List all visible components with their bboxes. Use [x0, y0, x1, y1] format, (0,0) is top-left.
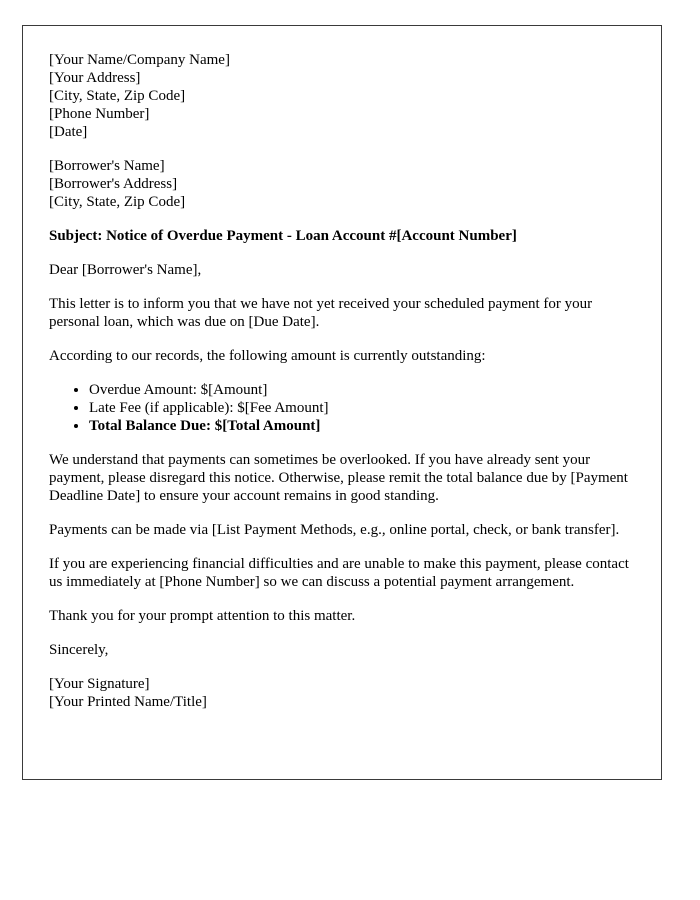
recipient-line-city-state-zip: [City, State, Zip Code]: [49, 194, 186, 210]
amounts-list: [49, 381, 641, 435]
amount-item-late-fee: • Late Fee (if applicable): $[Fee Amount]: [89, 399, 641, 417]
amount-item-overdue: • Overdue Amount: $[Amount]: [89, 381, 641, 399]
paragraph-records: According to our records, the following amount is currently outstanding:: [49, 348, 486, 364]
closing: Sincerely,: [49, 642, 109, 658]
paragraph-overlooked: We understand that payments can sometimes be overlooked. If you have already sent your payment, please disregard this notice. Otherwise, please remit the total balance due by [Payment Deadline Date] to ensure your account remains in good standing.: [49, 452, 628, 504]
paragraph-payment-methods: Payments can be made via [List Payment Methods, e.g., online portal, check, or bank transfer].: [49, 522, 620, 538]
sender-address-block: [49, 51, 641, 141]
sender-line-phone: [Phone Number]: [49, 106, 150, 122]
sender-line-date: [Date]: [49, 124, 88, 140]
printed-name-line: [Your Printed Name/Title]: [49, 694, 207, 710]
sender-line-name: [Your Name/Company Name]: [49, 52, 230, 68]
salutation: Dear [Borrower's Name],: [49, 262, 202, 278]
paragraph-thanks: Thank you for your prompt attention to this matter.: [49, 608, 356, 624]
subject-line: Subject: Notice of Overdue Payment - Loan Account #[Account Number]: [49, 228, 517, 244]
recipient-line-address: [Borrower's Address]: [49, 176, 178, 192]
signature-block: [49, 675, 641, 711]
amount-item-total-balance: • Total Balance Due: $[Total Amount]: [89, 417, 641, 435]
paragraph-financial-difficulties: If you are experiencing financial difficulties and are unable to make this payment, please contact us immediately at [Phone Number] so we can discuss a potential payment arrangement.: [49, 556, 629, 590]
letter-page: [22, 25, 662, 780]
paragraph-intro: This letter is to inform you that we have not yet received your scheduled payment for your personal loan, which was due on [Due Date].: [49, 296, 593, 330]
recipient-address-block: [49, 157, 641, 211]
recipient-line-name: [Borrower's Name]: [49, 158, 165, 174]
sender-line-address: [Your Address]: [49, 70, 141, 86]
sender-line-city-state-zip: [City, State, Zip Code]: [49, 88, 186, 104]
signature-line: [Your Signature]: [49, 676, 150, 692]
